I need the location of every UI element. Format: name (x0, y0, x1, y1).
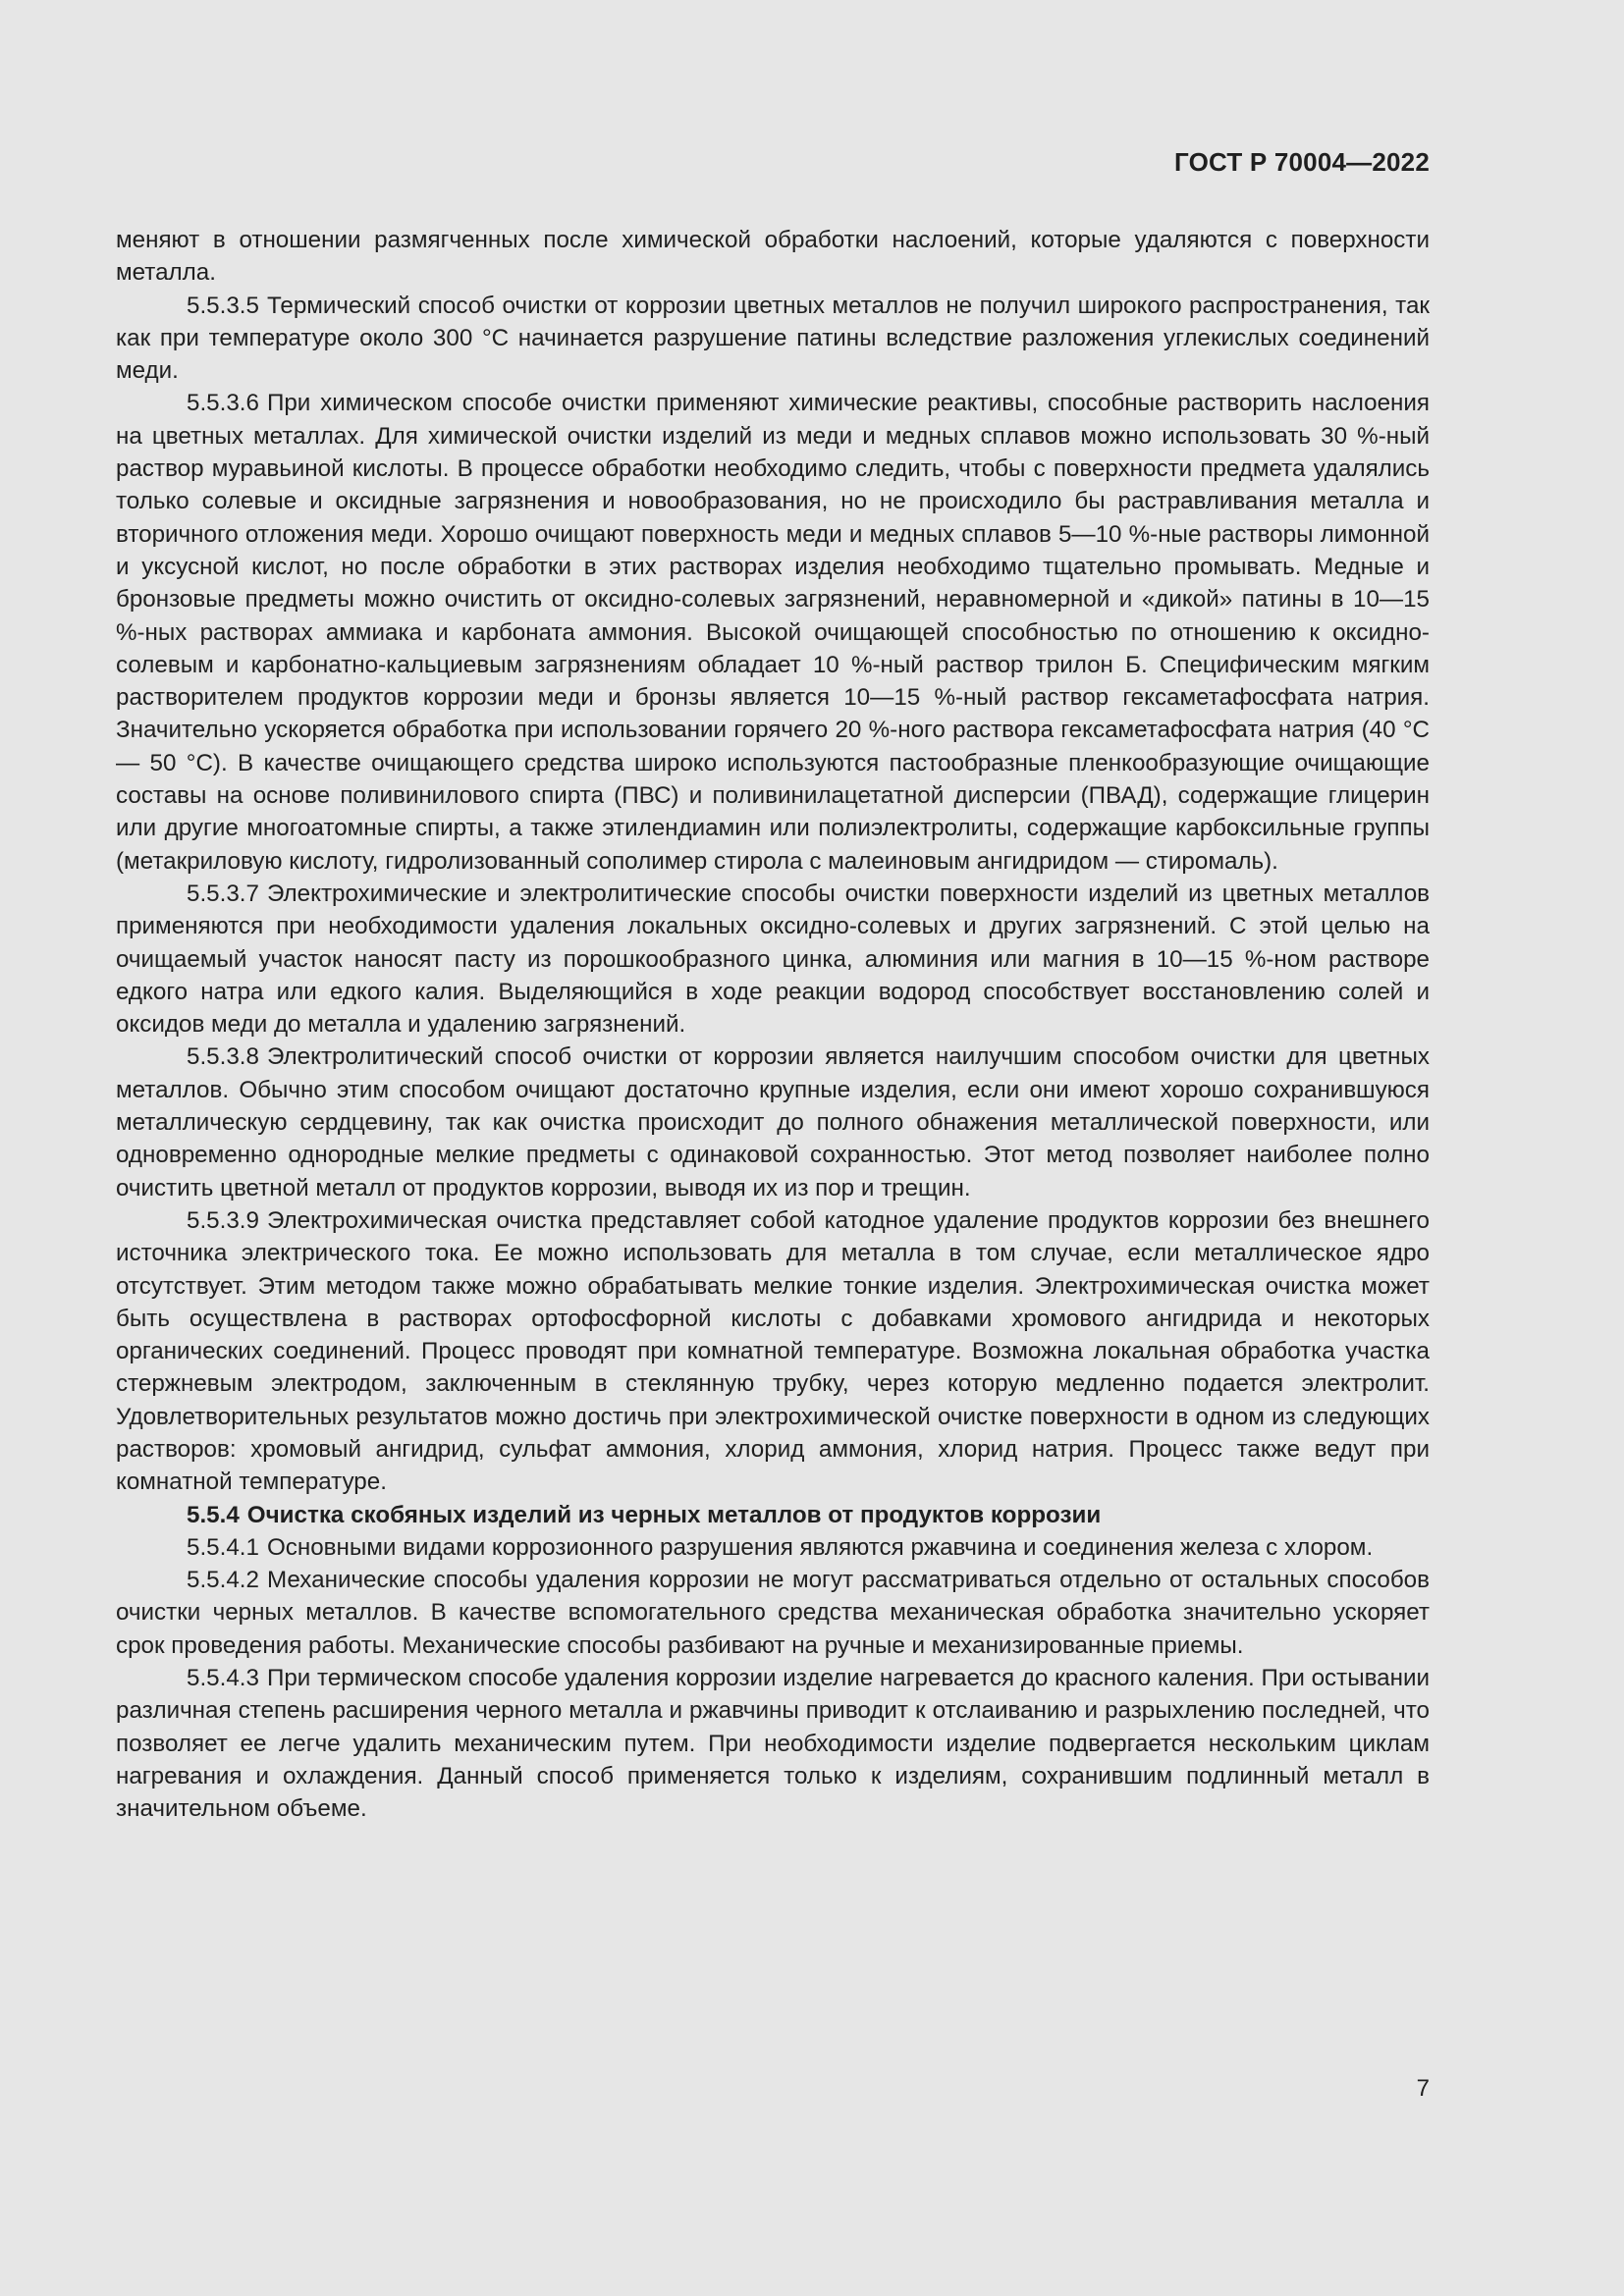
paragraph-5-5-3-5: 5.5.3.5 Термический способ очистки от коррозии цветных металлов не получил широкого распространения, так как при температуре около 300 °C начинается разрушение патины вследствие разложения углекислых соединений меди. (116, 292, 1430, 385)
clause-number: 5.5.3.8 (187, 1043, 259, 1071)
clause-number: 5.5.4.3 (187, 1665, 259, 1692)
clause-number: 5.5.3.6 (187, 390, 259, 417)
paragraph-continuation: меняют в отношении размягченных после химической обработки наслоений, которые удаляются с поверхности металла. (116, 227, 1430, 287)
clause-number: 5.5.3.7 (187, 880, 259, 907)
paragraph-5-5-4-3: 5.5.4.3 При термическом способе удаления коррозии изделие нагревается до красного каления. При остывании различная степень расширения черного металла и ржавчины приводит к отслаиванию и разрыхлению последней, что позволяет ее легче удалить механическим путем. При необходимости изделие подвергается нескольким циклам нагревания и охлаждения. Данный способ применяется только к изделиям, сохранившим подлинный металл в значительном объеме. (116, 1665, 1430, 1823)
paragraph-5-5-4-2: 5.5.4.2 Механические способы удаления коррозии не могут рассматриваться отдельно от остальных способов очистки черных металлов. В качестве вспомогательного средства механическая обработка значительно ускоряет срок проведения работы. Механические способы разбивают на ручные и механизированные приемы. (116, 1567, 1430, 1659)
clause-number: 5.5.3.9 (187, 1206, 259, 1234)
section-number: 5.5.4 (187, 1501, 240, 1528)
section-heading-5-5-4 (116, 1499, 1430, 1531)
clause-number: 5.5.3.5 (187, 292, 259, 319)
paragraph-5-5-3-6: 5.5.3.6 При химическом способе очистки применяют химические реактивы, способные растворить наслоения на цветных металлах. Для химической очистки изделий из меди и медных сплавов можно использовать 30 %-ный раствор муравьиной кислоты. В процессе обработки необходимо следить, чтобы с поверхности предмета удалялись только солевые и оксидные загрязнения и новообразования, но не происходило бы растравливания металла и вторичного отложения меди. Хорошо очищают поверхность меди и медных сплавов 5—10 %-ные растворы лимонной и уксусной кислот, но после обработки в этих растворах изделия необходимо тщательно промывать. Медные и бронзовые предметы можно очистить от оксидно-солевых загрязнений, неравномерной и «дикой» патины в 10—15 %-ных растворах аммиака и карбоната аммония. Высокой очищающей способностью по отношению к оксидно-солевым и карбонатно-кальциевым загрязнениям обладает 10 %-ный раствор трилон Б. Специфическим мягким растворителем продуктов коррозии меди и бронзы является 10—15 %-ный раствор гексаметафосфата натрия. Значительно ускоряется обработка при использовании горячего 20 %-ного раствора гексаметафосфата натрия (40 °C — 50 °C). В качестве очищающего средства широко используются пастообразные пленкообразующие очищающие составы на основе поливинилового спирта (ПВС) и поливинилацетатной дисперсии (ПВАД), содержащие глицерин или другие многоатомные спирты, а также этилендиамин или полиэлектролиты, содержащие карбоксильные группы (метакриловую кислоту, гидролизованный сополимер стирола с малеиновым ангидридом — стиромаль). (116, 390, 1430, 875)
document-code: ГОСТ Р 70004—2022 (1174, 147, 1430, 177)
paragraph-5-5-3-8: 5.5.3.8 Электролитический способ очистки от коррозии является наилучшим способом очистки для цветных металлов. Обычно этим способом очищают достаточно крупные изделия, если они имеют хорошо сохранившуюся металлическую сердцевину, так как очистка происходит до полного обнажения металлической поверхности, или одновременно однородные мелкие предметы с одинаковой сохранностью. Этот метод позволяет наиболее полно очистить цветной металл от продуктов коррозии, выводя их из пор и трещин. (116, 1043, 1430, 1201)
paragraph-5-5-4-1: 5.5.4.1 Основными видами коррозионного разрушения являются ржавчина и соединения железа с хлором. (187, 1533, 1374, 1561)
body-text (116, 224, 1430, 1826)
section-title: Очистка скобяных изделий из черных металлов от продуктов коррозии (246, 1501, 1102, 1528)
paragraph-5-5-3-7: 5.5.3.7 Электрохимические и электролитические способы очистки поверхности изделий из цветных металлов применяются при необходимости удаления локальных оксидно-солевых и других загрязнений. С этой целью на очищаемый участок наносят пасту из порошкообразного цинка, алюминия или магния в 10—15 %-ном растворе едкого натра или едкого калия. Выделяющийся в ходе реакции водород способствует восстановлению солей и оксидов меди до металла и удалению загрязнений. (116, 880, 1430, 1039)
paragraph-5-5-3-9: 5.5.3.9 Электрохимическая очистка представляет собой катодное удаление продуктов коррозии без внешнего источника электрического тока. Ее можно использовать для металла в том случае, если металлическое ядро отсутствует. Этим методом также можно обрабатывать мелкие тонкие изделия. Электрохимическая очистка может быть осуществлена в растворах ортофосфорной кислоты с добавками хромового ангидрида и некоторых органических соединений. Процесс проводят при комнатной температуре. Возможна локальная обработка участка стержневым электродом, заключенным в стеклянную трубку, через которую медленно подается электролит. Удовлетворительных результатов можно достичь при электрохимической очистке поверхности в одном из следующих растворов: хромовый ангидрид, сульфат аммония, хлорид аммония, хлорид натрия. Процесс также ведут при комнатной температуре. (116, 1206, 1430, 1496)
clause-number: 5.5.4.1 (187, 1533, 259, 1561)
clause-number: 5.5.4.2 (187, 1567, 259, 1594)
page-number: 7 (1416, 2075, 1430, 2102)
